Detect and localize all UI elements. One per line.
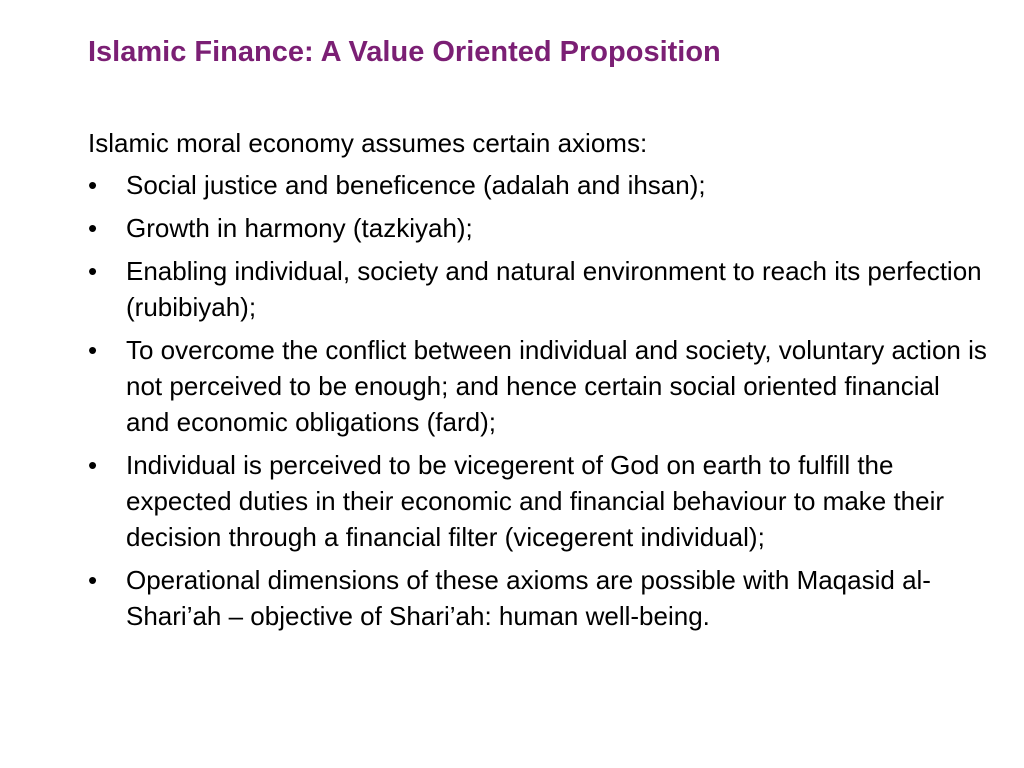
- bullet-icon: •: [88, 170, 98, 200]
- bullet-item: [88, 562, 988, 634]
- bullet-text: Individual is perceived to be vicegerent of God on earth to fulfill the expected duties in their economic and financial behaviour to make their decision through a financial filter (vicegerent individual);: [126, 450, 945, 552]
- bullet-text: To overcome the conflict between individual and society, voluntary action is not perceived to be enough; and hence certain social oriented financial and economic obligations (fard);: [126, 335, 987, 437]
- bullet-item: [88, 332, 988, 440]
- intro-text: Islamic moral economy assumes certain axioms:: [88, 128, 648, 158]
- bullet-icon: •: [88, 335, 98, 365]
- bullet-item: [88, 210, 988, 246]
- bullet-icon: •: [88, 565, 98, 595]
- bullet-item: [88, 167, 988, 203]
- slide-title: Islamic Finance: A Value Oriented Proposition: [88, 36, 721, 68]
- bullet-item: [88, 447, 988, 555]
- bullet-text: Social justice and beneficence (adalah and ihsan);: [126, 170, 706, 200]
- bullet-icon: •: [88, 450, 98, 480]
- bullet-text: Enabling individual, society and natural environment to reach its perfection (rubibiyah);: [126, 256, 982, 322]
- bullet-icon: •: [88, 213, 98, 243]
- bullet-text: Operational dimensions of these axioms are possible with Maqasid al-Shari’ah – objective of Shari’ah: human well-being.: [126, 565, 931, 631]
- bullet-icon: •: [88, 256, 98, 286]
- bullet-item: [88, 253, 988, 325]
- bullet-list: [88, 167, 988, 641]
- bullet-text: Growth in harmony (tazkiyah);: [126, 213, 473, 243]
